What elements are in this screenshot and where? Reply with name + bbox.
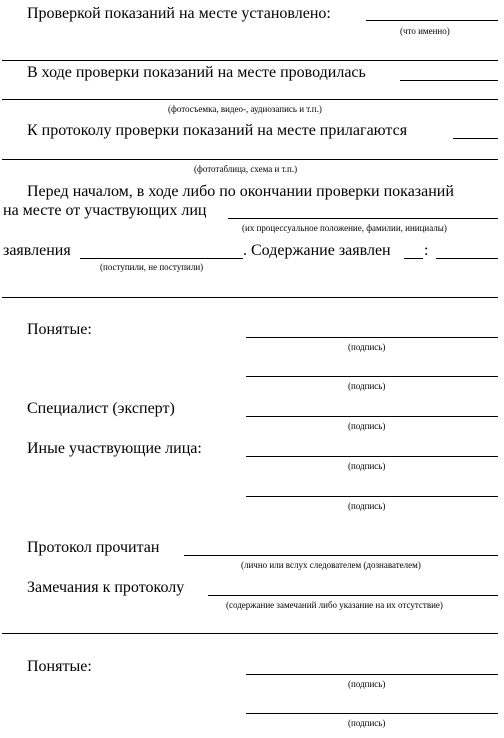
final-witness-2-signature-hint: (подпись) [348,718,386,728]
recording-field[interactable] [400,80,498,81]
specialist-label: Специалист (эксперт) [27,400,175,417]
statements-content-field[interactable] [436,258,498,259]
remarks-label: Замечания к протоколу [27,579,185,596]
persons-hint: (их процессуальное положение, фамилии, инициалы) [242,223,447,233]
established-continuation-line[interactable] [2,60,498,61]
remarks-continuation-line[interactable] [2,633,498,634]
final-witness-1-signature-hint: (подпись) [348,679,386,689]
final-witness-1-signature-line[interactable] [246,674,498,675]
established-label: Проверкой показаний на месте установлено: [27,5,331,22]
participant-1-signature-hint: (подпись) [348,461,386,471]
attached-hint: (фототаблица, схема и т.п.) [194,164,298,174]
final-witness-2-signature-line[interactable] [246,713,498,714]
specialist-signature-hint: (подпись) [348,421,386,431]
witness-2-signature-line[interactable] [246,376,498,377]
established-hint: (что именно) [400,26,450,36]
participant-1-signature-line[interactable] [246,456,498,457]
protocol-read-field[interactable] [184,555,498,556]
statements-content-colon: : [424,242,429,259]
final-witnesses-label: Понятые: [27,658,92,675]
protocol-read-hint: (лично или вслух следователем (дознавателем) [241,560,421,570]
attached-label: К протоколу проверки показаний на месте прилагаются [27,122,408,139]
established-field[interactable] [366,20,498,21]
other-participants-label: Иные участвующие лица: [27,440,202,457]
attached-field[interactable] [453,138,498,139]
recording-continuation-line[interactable] [2,99,498,100]
recording-hint: (фотосъемка, видео-, аудиозапись и т.п.) [168,104,322,114]
statements-received-hint: (поступили, не поступили) [100,262,204,272]
witness-1-signature-hint: (подпись) [348,342,386,352]
participant-2-signature-hint: (подпись) [348,501,386,511]
participant-2-signature-line[interactable] [246,496,498,497]
statements-line1: Перед началом, в ходе либо по окончании проверки показаний [27,183,454,200]
protocol-read-label: Протокол прочитан [27,539,160,556]
statements-suffix-field[interactable] [404,258,423,259]
witnesses-label: Понятые: [27,321,92,338]
remarks-field[interactable] [208,595,498,596]
specialist-signature-line[interactable] [246,416,498,417]
statements-received-field[interactable] [80,258,243,259]
statements-line2: на месте от участвующих лиц [3,202,207,219]
statements-content-label: . Содержание заявлен [243,242,391,259]
witness-1-signature-line[interactable] [246,337,498,338]
witness-2-signature-hint: (подпись) [348,381,386,391]
statements-continuation-line[interactable] [2,297,498,298]
attached-continuation-line[interactable] [2,159,498,160]
recording-label: В ходе проверки показаний на месте проводилась [27,64,366,81]
participants-field[interactable] [228,218,498,219]
statements-word: заявления [3,242,71,259]
remarks-hint: (содержание замечаний либо указание на их отсутствие) [226,600,443,610]
